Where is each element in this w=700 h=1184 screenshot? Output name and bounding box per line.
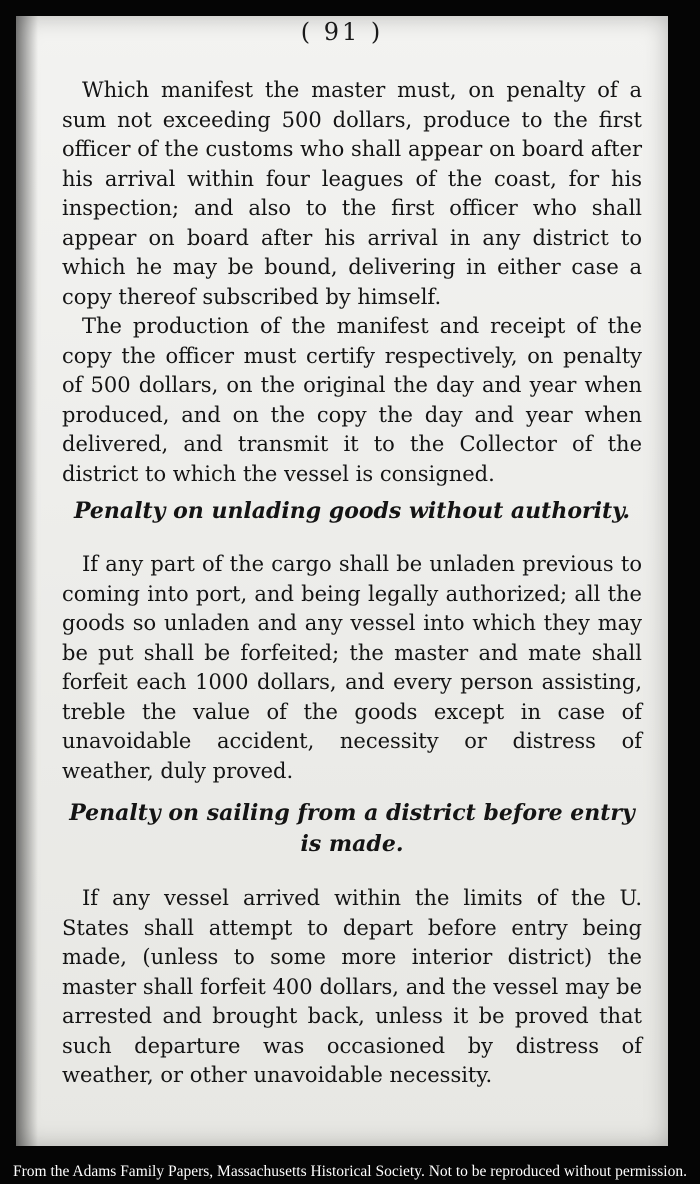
- section-text-sailing: [62, 884, 642, 1091]
- paragraph-unlading: If any part of the cargo shall be unladen previous to coming into port, and being legally authorized; all the goods so unladen and any vessel into which they may be put shall be forfeited; the master and mate shall forfeit each 1000 dollars, and every person assisting, treble the value of the goods except in case of unavoidable accident, necessity or distress of weather, duly proved.: [62, 552, 642, 783]
- page-number: ( 91 ): [300, 18, 384, 46]
- opening-text: [62, 76, 642, 489]
- paragraph-manifest: Which manifest the master must, on penalty of a sum not exceeding 500 dollars, produce to the first officer of the customs who shall appear on board after his arrival within four leagues of the coast, for his inspection; and also to the first officer who shall appear on board after his arrival in any district to which he may be bound, delivering in either case a copy thereof subscribed by himself.: [62, 78, 642, 309]
- document-page: [16, 16, 668, 1146]
- paragraph-production: The production of the manifest and receipt of the copy the officer must certify respectively, on penalty of 500 dollars, on the original the day and year when produced, and on the copy the day and year when delivered, and transmit it to the Collector of the district to which the vessel is consigned.: [62, 314, 642, 486]
- section-text-unlading: [62, 550, 642, 786]
- spine-shadow: [16, 16, 38, 1146]
- paragraph-sailing: If any vessel arrived within the limits of the U. States shall attempt to depart before entry being made, (unless to some more interior district) the master shall forfeit 400 dollars, and the vessel may be arrested and brought back, unless it be proved that such departure was occasioned by distress of weather, or other unavoidable necessity.: [62, 886, 642, 1087]
- section-heading-sailing: Penalty on sailing from a district before entry is made.: [69, 800, 635, 857]
- copyright-footer: From the Adams Family Papers, Massachusetts Historical Society. Not to be reproduced without permission.: [12, 1163, 687, 1180]
- section-heading-unlading: Penalty on unlading goods without authority.: [73, 498, 631, 524]
